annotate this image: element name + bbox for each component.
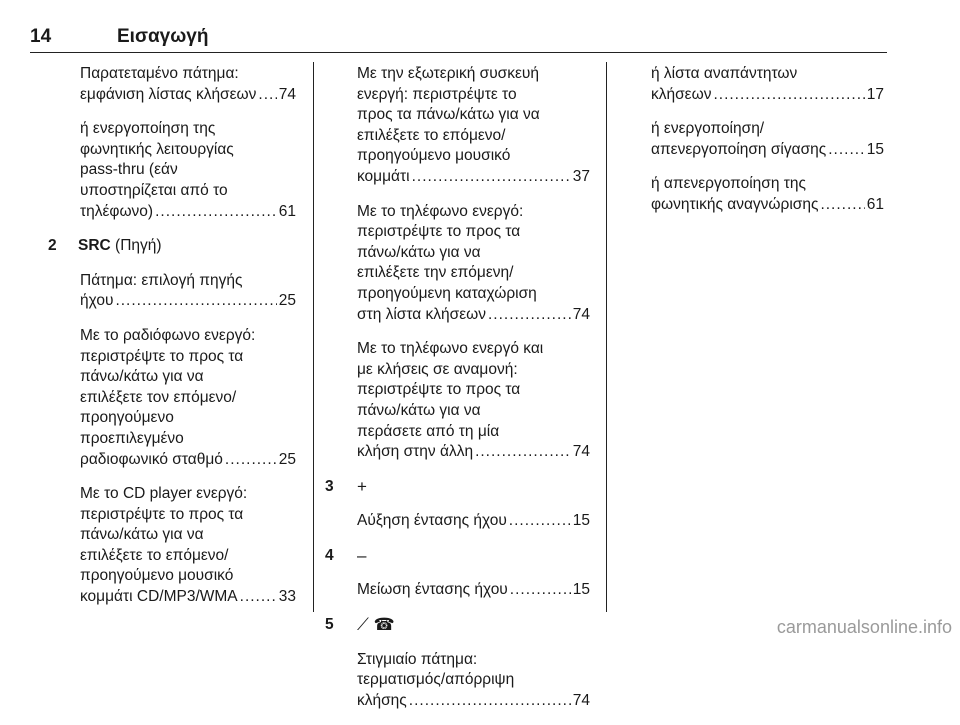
entry-text: πάνω/κάτω για να xyxy=(357,243,481,261)
entry-text: ήχου xyxy=(80,292,114,310)
page-ref: 74 xyxy=(278,85,296,103)
entry-text: εμφάνιση λίστας κλήσεων xyxy=(80,85,257,103)
entry-text: ενεργή: περιστρέψτε το xyxy=(357,85,517,103)
entry-missed-calls xyxy=(651,64,884,105)
entry-leader-line xyxy=(357,442,590,463)
entry-text: κομμάτι CD/MP3/WMA xyxy=(80,588,238,606)
entry-text: πάνω/κάτω για να xyxy=(357,401,481,419)
item-number: 4 xyxy=(325,546,334,564)
item-3-heading xyxy=(325,477,590,498)
entry-text: πάνω/κάτω για να xyxy=(80,526,204,544)
page-number: 14 xyxy=(30,26,52,47)
entry-calls-waiting xyxy=(357,339,590,463)
entry-text: στη λίστα κλήσεων xyxy=(357,305,486,323)
entry-leader-line xyxy=(80,587,296,608)
entry-text: υποστηρίζεται από το xyxy=(80,181,228,199)
entry-text: Με το τηλέφωνο ενεργό: xyxy=(357,202,524,220)
entry-leader-line xyxy=(80,202,296,223)
page-ref: 15 xyxy=(572,581,590,599)
entry-text: κλήσης xyxy=(357,691,407,709)
entry-text: επιλέξετε το επόμενο/ xyxy=(357,126,506,144)
item-2-heading xyxy=(48,236,296,257)
entry-end-call xyxy=(357,650,590,712)
entry-leader-line xyxy=(357,305,590,326)
page-ref: 74 xyxy=(572,305,590,323)
entry-text: Με το ραδιόφωνο ενεργό: xyxy=(80,326,256,344)
page-ref: 74 xyxy=(572,443,590,461)
minus-icon: – xyxy=(357,545,367,565)
entry-text: ή απενεργοποίηση της xyxy=(651,175,806,193)
watermark: carmanualsonline.info xyxy=(776,617,952,637)
entry-radio xyxy=(80,326,296,470)
entry-leader-line xyxy=(357,580,590,601)
entry-text: ραδιοφωνικό σταθμό xyxy=(80,450,223,468)
page-ref: 15 xyxy=(866,140,884,158)
entry-leader-line xyxy=(357,691,590,712)
entry-text: Με το τηλέφωνο ενεργό και xyxy=(357,340,544,358)
column-divider-2 xyxy=(606,62,607,612)
entry-text: προς τα πάνω/κάτω για να xyxy=(357,106,540,124)
entry-text: περάσετε από τη μία xyxy=(357,422,500,440)
entry-text: κομμάτι xyxy=(357,167,410,185)
entry-long-press xyxy=(80,64,296,105)
entry-text: Στιγμιαίο πάτημα: xyxy=(357,650,478,668)
entry-text: τηλέφωνο) xyxy=(80,202,154,220)
entry-text: πάνω/κάτω για να xyxy=(80,368,204,386)
entry-volume-down xyxy=(357,580,590,601)
entry-text: προηγούμενη καταχώριση xyxy=(357,284,537,302)
page-ref: 37 xyxy=(572,167,590,185)
entry-leader-line xyxy=(651,85,884,106)
entry-text: περιστρέψτε το προς τα xyxy=(357,381,521,399)
item-4-heading xyxy=(325,546,590,567)
entry-text: επιλέξετε το επόμενο/ xyxy=(80,546,229,564)
entry-text: επιλέξετε τον επόμενο/ xyxy=(80,388,237,406)
entry-text: Μείωση έντασης ήχου xyxy=(357,581,508,599)
entry-text: Αύξηση έντασης ήχου xyxy=(357,512,507,530)
entry-text: με κλήσεις σε αναμονή: xyxy=(357,360,518,378)
entry-leader-line xyxy=(651,195,884,216)
page-ref: 15 xyxy=(572,512,590,530)
page-ref: 33 xyxy=(278,588,296,606)
entry-text: φωνητικής λειτουργίας xyxy=(80,140,234,158)
entry-text: ή λίστα αναπάντητων xyxy=(651,65,798,82)
entry-pass-thru xyxy=(80,119,296,222)
entry-text: κλήση στην άλλη xyxy=(357,443,474,461)
entry-cd-player xyxy=(80,484,296,608)
entry-text: Με το CD player ενεργό: xyxy=(80,485,248,503)
entry-text: ή ενεργοποίηση της xyxy=(80,120,216,138)
src-description: (Πηγή) xyxy=(110,237,162,255)
entry-text: Πάτημα: επιλογή πηγής xyxy=(80,271,243,289)
entry-mute xyxy=(651,119,884,160)
entry-leader-line xyxy=(651,140,884,161)
entry-leader-line xyxy=(80,291,296,312)
header-rule xyxy=(30,52,887,53)
entry-voice-recognition xyxy=(651,174,884,215)
entry-leader-line xyxy=(80,450,296,471)
page-ref: 74 xyxy=(572,691,590,709)
entry-text: προηγούμενο μουσικό xyxy=(357,147,511,165)
entry-text: Με την εξωτερική συσκευή xyxy=(357,65,539,82)
entry-text: περιστρέψτε το προς τα xyxy=(80,505,244,523)
item-number: 2 xyxy=(48,237,57,255)
entry-text: περιστρέψτε το προς τα xyxy=(357,223,521,241)
page-ref: 25 xyxy=(278,292,296,310)
entry-text: επιλέξετε την επόμενη/ xyxy=(357,264,514,282)
page-ref: 61 xyxy=(278,202,296,220)
entry-leader-line xyxy=(80,85,296,106)
entry-source-select xyxy=(80,271,296,312)
entry-phone-active xyxy=(357,202,590,326)
entry-text: προηγούμενο xyxy=(80,409,174,427)
item-5-heading xyxy=(325,615,590,636)
entry-external-device xyxy=(357,64,590,188)
page-ref: 17 xyxy=(866,85,884,103)
column-3 xyxy=(651,64,884,230)
entry-text: προηγούμενο μουσικό xyxy=(80,567,234,585)
mute-hangup-icon: ⟋ ☎ xyxy=(357,615,395,635)
page-title: Εισαγωγή xyxy=(117,26,209,47)
entry-text: ή ενεργοποίηση/ xyxy=(651,120,765,138)
column-2 xyxy=(325,64,590,725)
entry-text: Παρατεταμένο πάτημα: xyxy=(80,65,239,82)
entry-leader-line xyxy=(357,167,590,188)
entry-leader-line xyxy=(357,511,590,532)
column-1 xyxy=(48,64,296,622)
entry-text: τερματισμός/απόρριψη xyxy=(357,671,515,689)
page-ref: 61 xyxy=(866,195,884,213)
entry-text: απενεργοποίηση σίγασης xyxy=(651,140,827,158)
entry-text: περιστρέψτε το προς τα xyxy=(80,347,244,365)
plus-icon: + xyxy=(357,476,367,496)
item-number: 3 xyxy=(325,477,334,495)
entry-text: pass-thru (εάν xyxy=(80,161,178,179)
column-divider-1 xyxy=(313,62,314,612)
page-ref: 25 xyxy=(278,450,296,468)
src-label: SRC xyxy=(78,237,111,255)
entry-text: προεπιλεγμένο xyxy=(80,429,184,447)
entry-text: φωνητικής αναγνώρισης xyxy=(651,195,819,213)
entry-volume-up xyxy=(357,511,590,532)
item-number: 5 xyxy=(325,616,334,634)
entry-text: κλήσεων xyxy=(651,85,712,103)
